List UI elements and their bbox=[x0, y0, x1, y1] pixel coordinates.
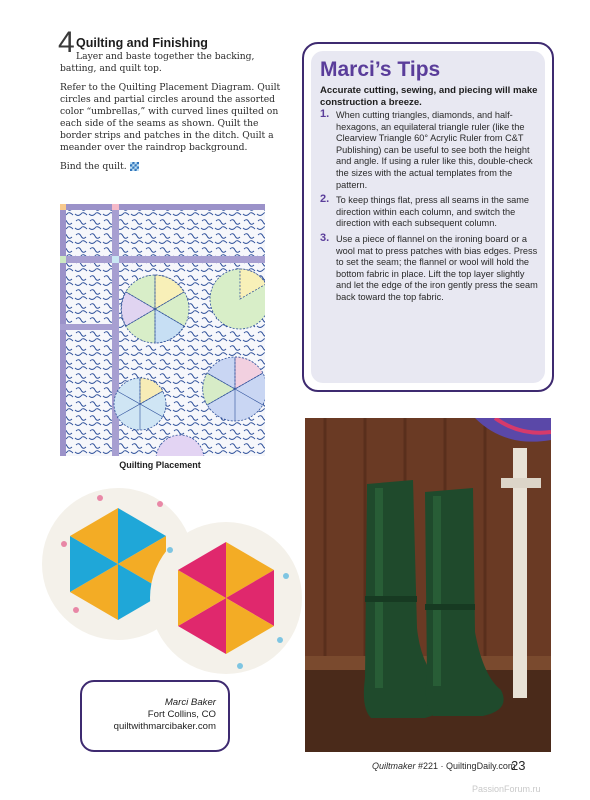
step-body bbox=[60, 51, 282, 180]
diagram-caption: Quilting Placement bbox=[119, 460, 201, 470]
tip-text: Use a piece of flannel on the ironing board or a wool mat to press patches with bias edges. Press to set the seam; the flannel or wool will hold the bottom fabric in place. Lift the top layer slightly and let the edge of the iron gently press the seam back toward the top fabric. bbox=[336, 233, 538, 302]
tip-number: 1. bbox=[320, 108, 330, 120]
tips-list bbox=[320, 110, 540, 308]
page-footer bbox=[372, 761, 515, 771]
step-number: 4 bbox=[58, 26, 75, 59]
page-number: 23 bbox=[511, 758, 526, 773]
magazine-name: Quiltmaker bbox=[372, 761, 416, 771]
tips-subtitle: Accurate cutting, sewing, and piecing will make construction a breeze. bbox=[320, 85, 538, 108]
green-boots-photo bbox=[305, 418, 551, 752]
bind-quilt-text: Bind the quilt. bbox=[60, 161, 127, 172]
quilting-placement-diagram bbox=[60, 204, 265, 456]
designer-website[interactable]: quiltwithmarcibaker.com bbox=[113, 721, 216, 732]
end-mark-icon bbox=[130, 162, 139, 171]
issue-info: #221 · QuiltingDaily.com bbox=[418, 761, 516, 771]
watermark: PassionForum.ru bbox=[472, 784, 541, 794]
tip-text: When cutting triangles, diamonds, and half-hexagons, an equilateral triangle ruler (like the Clearview Triangle 60° Acrylic Ruler from C&T Publishing) can be useful to see both the height and angle. If using a ruler like this, double-check the sizes with the actual templates from the pattern. bbox=[336, 110, 533, 190]
designer-name: Marci Baker bbox=[164, 697, 216, 708]
tip-item bbox=[320, 195, 540, 230]
tips-title: Marci’s Tips bbox=[320, 58, 441, 81]
step-paragraph-2: Refer to the Quilting Placement Diagram. Quilt circles and partial circles around the assorted color “umbrellas,” with curved lines quilted on each side of the seams as shown. Quilt the border strips and patches in the ditch. Quilt a meander over the raindrop background. bbox=[60, 82, 281, 153]
tip-item bbox=[320, 110, 540, 191]
tip-number: 3. bbox=[320, 231, 330, 244]
step-paragraph-1: Layer and baste together the backing, batting, and quilt top. bbox=[60, 51, 255, 74]
hot-pads-photo bbox=[40, 480, 302, 675]
step-title: Quilting and Finishing bbox=[76, 36, 208, 50]
step-paragraph-3 bbox=[60, 161, 282, 173]
designer-location: Fort Collins, CO bbox=[147, 709, 216, 720]
tip-item bbox=[320, 231, 540, 304]
tip-text: To keep things flat, press all seams in the same direction within each column, and switch the direction with each subsequent column. bbox=[336, 195, 530, 229]
designer-credit bbox=[84, 697, 216, 733]
tip-number: 2. bbox=[320, 193, 330, 206]
